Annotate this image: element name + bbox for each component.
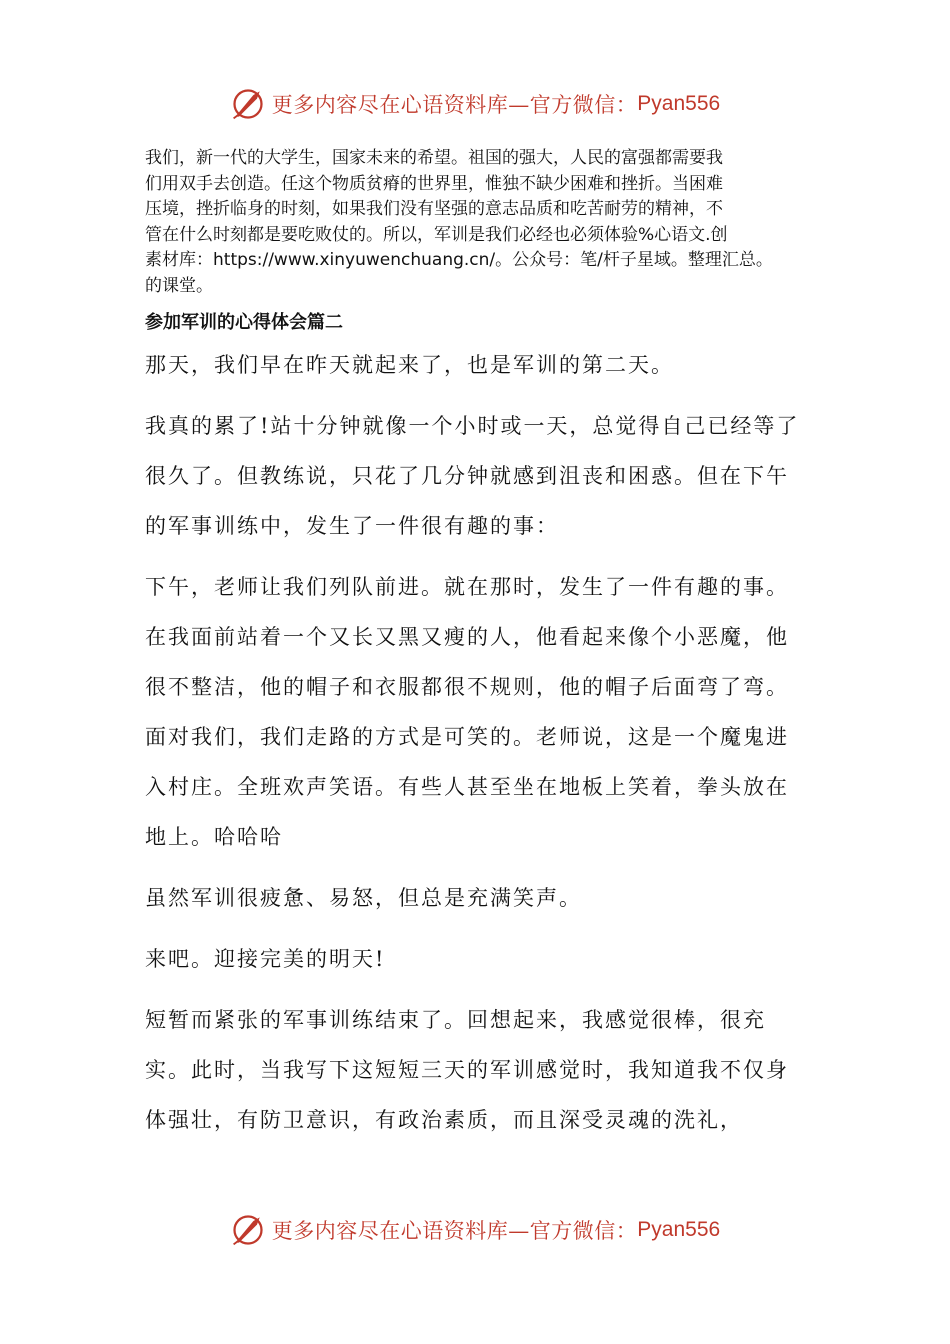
section-title: 参加军训的心得体会篇二: [145, 312, 343, 333]
header-banner: [0, 82, 950, 126]
footer-banner: [0, 1208, 950, 1252]
intro-line: 我们，新一代的大学生，国家未来的希望。祖国的强大，人民的富强都需要我: [145, 148, 723, 168]
paragraph: 虽然军训很疲惫、易怒，但总是充满笑声。: [145, 886, 582, 910]
wechat-id: Pyan556: [637, 92, 721, 115]
wechat-id: Pyan556: [637, 1218, 721, 1241]
paragraph: 下午，老师让我们列队前进。就在那时，发生了一件有趣的事。在我面前站着一个又长又黑又瘦的人，他看起来像个小恶魔，他很不整洁，他的帽子和衣服都很不规则，他的帽子后面弯了弯。面对我们，我们走路的方式是可笑的。老师说，这是一个魔鬼进入村庄。全班欢声笑语。有些人甚至坐在地板上笑着，拳头放在地上。哈哈哈: [145, 575, 789, 849]
paragraph: 我真的累了!站十分钟就像一个小时或一天，总觉得自己已经等了很久了。但教练说，只花了几分钟就感到沮丧和困惑。但在下午的军事训练中，发生了一件很有趣的事：: [145, 414, 800, 538]
intro-line: 的课堂。: [145, 275, 213, 296]
intro-paragraph: [145, 146, 807, 299]
quill-pen-logo-icon: [230, 86, 266, 122]
paragraph: 那天，我们早在昨天就起来了，也是军训的第二天。: [145, 353, 674, 377]
paragraph: 短暂而紧张的军事训练结束了。回想起来，我感觉很棒，很充实。此时，当我写下这短短三天的军训感觉时，我知道我不仅身体强壮，有防卫意识，有政治素质，而且深受灵魂的洗礼，: [145, 1008, 789, 1132]
paragraph: 来吧。迎接完美的明天!: [145, 947, 386, 971]
intro-line: 管在什么时刻都是要吃败仗的。所以，军训是我们必经也必须体验%心语文.创: [145, 224, 728, 245]
intro-line: 压境，挫折临身的时刻，如果我们没有坚强的意志品质和吃苦耐劳的精神，不: [145, 199, 723, 219]
article-body: [145, 340, 810, 1156]
banner-text: 更多内容尽在心语资料库—官方微信：: [271, 1219, 638, 1243]
banner-text: 更多内容尽在心语资料库—官方微信：: [271, 93, 638, 117]
quill-pen-logo-icon: [230, 1212, 266, 1248]
intro-line: 们用双手去创造。任这个物质贫瘠的世界里，惟独不缺少困难和挫折。当困难: [145, 173, 723, 194]
intro-line: 素材库：https://www.xinyuwenchuang.cn/。公众号：笔/杆子星域。整理汇总。: [145, 250, 773, 270]
